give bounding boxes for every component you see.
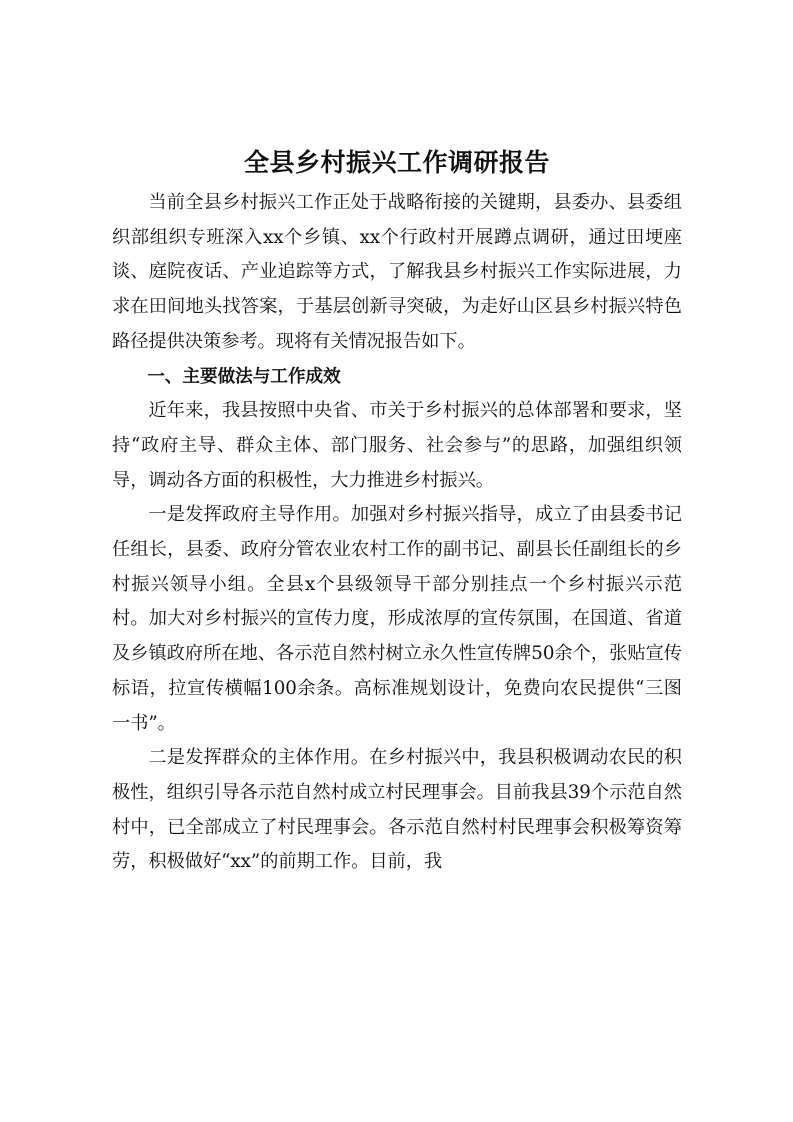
intro-paragraph: 当前全县乡村振兴工作正处于战略衔接的关键期，县委办、县委组织部组织专班深入xx个乡镇、xx个行政村开展蹲点调研，通过田埂座谈、庭院夜话、产业追踪等方式，了解我县乡村振兴工作实际进展，力求在田间地头找答案，于基层创新寻突破，为走好山区县乡村振兴特色路径提供决策参考。现将有关情况报告如下。 bbox=[112, 192, 682, 352]
body-paragraph-3: 二是发挥群众的主体作用。在乡村振兴中，我县积极调动农民的积极性，组织引导各示范自然村成立村民理事会。目前我县39个示范自然村中，已全部成立了村民理事会。各示范自然村村民理事会积极筹资筹劳，积极做好“xx”的前期工作。目前，我 bbox=[112, 747, 682, 873]
body-paragraph-1: 近年来，我县按照中央省、市关于乡村振兴的总体部署和要求，坚持“政府主导、群众主体、部门服务、社会参与”的思路，加强组织领导，调动各方面的积极性，大力推进乡村振兴。 bbox=[112, 400, 682, 491]
section-heading: 一、主要做法与工作成效 bbox=[147, 366, 341, 387]
body-paragraph-2: 一是发挥政府主导作用。加强对乡村振兴指导，成立了由县委书记任组长，县委、政府分管农业农村工作的副书记、副县长任副组长的乡村振兴领导小组。全县x个县级领导干部分别挂点一个乡村振兴示范村。加大对乡村振兴的宣传力度，形成浓厚的宣传氛围，在国道、省道及乡镇政府所在地、各示范自然村树立永久性宣传牌50余个，张贴宣传标语，拉宣传横幅100余条。高标准规划设计，免费向农民提供“三图一书”。 bbox=[112, 504, 682, 734]
document-page bbox=[112, 140, 682, 880]
document-title: 全县乡村振兴工作调研报告 bbox=[243, 148, 550, 177]
